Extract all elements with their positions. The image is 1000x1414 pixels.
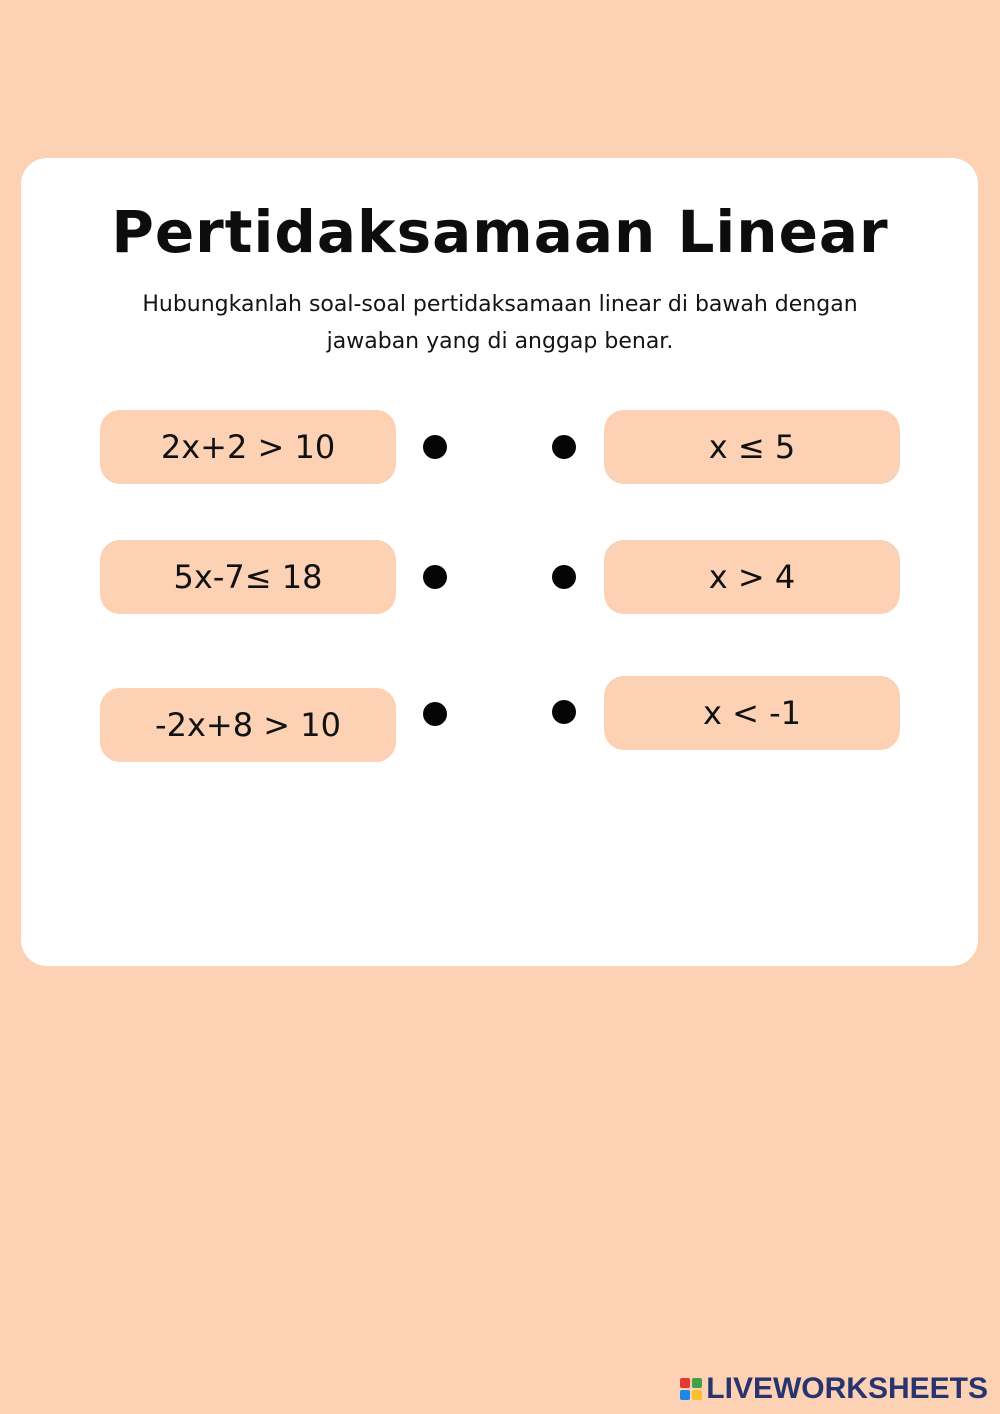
- question-box-3: -2x+8 > 10: [100, 688, 396, 762]
- logo-square-4: [692, 1390, 702, 1400]
- question-connector-dot-2[interactable]: [423, 565, 447, 589]
- liveworksheets-logo[interactable]: [680, 1372, 988, 1406]
- question-box-2: 5x-7≤ 18: [100, 540, 396, 614]
- question-connector-dot-3[interactable]: [423, 702, 447, 726]
- liveworksheets-logo-icon: [680, 1378, 702, 1400]
- logo-square-2: [692, 1378, 702, 1388]
- answer-connector-dot-1[interactable]: [552, 435, 576, 459]
- instruction-text: Hubungkanlah soal-soal pertidaksamaan linear di bawah dengan jawaban yang di anggap benar.: [142, 292, 858, 354]
- answer-connector-dot-2[interactable]: [552, 565, 576, 589]
- question-box-1: 2x+2 > 10: [100, 410, 396, 484]
- page-title: Pertidaksamaan Linear: [111, 198, 889, 266]
- question-connector-dot-1[interactable]: [423, 435, 447, 459]
- logo-square-3: [680, 1390, 690, 1400]
- answer-box-2: x > 4: [604, 540, 900, 614]
- liveworksheets-logo-text: LIVEWORKSHEETS: [706, 1372, 988, 1405]
- logo-square-1: [680, 1378, 690, 1388]
- answer-connector-dot-3[interactable]: [552, 700, 576, 724]
- answer-box-1: x ≤ 5: [604, 410, 900, 484]
- answer-box-3: x < -1: [604, 676, 900, 750]
